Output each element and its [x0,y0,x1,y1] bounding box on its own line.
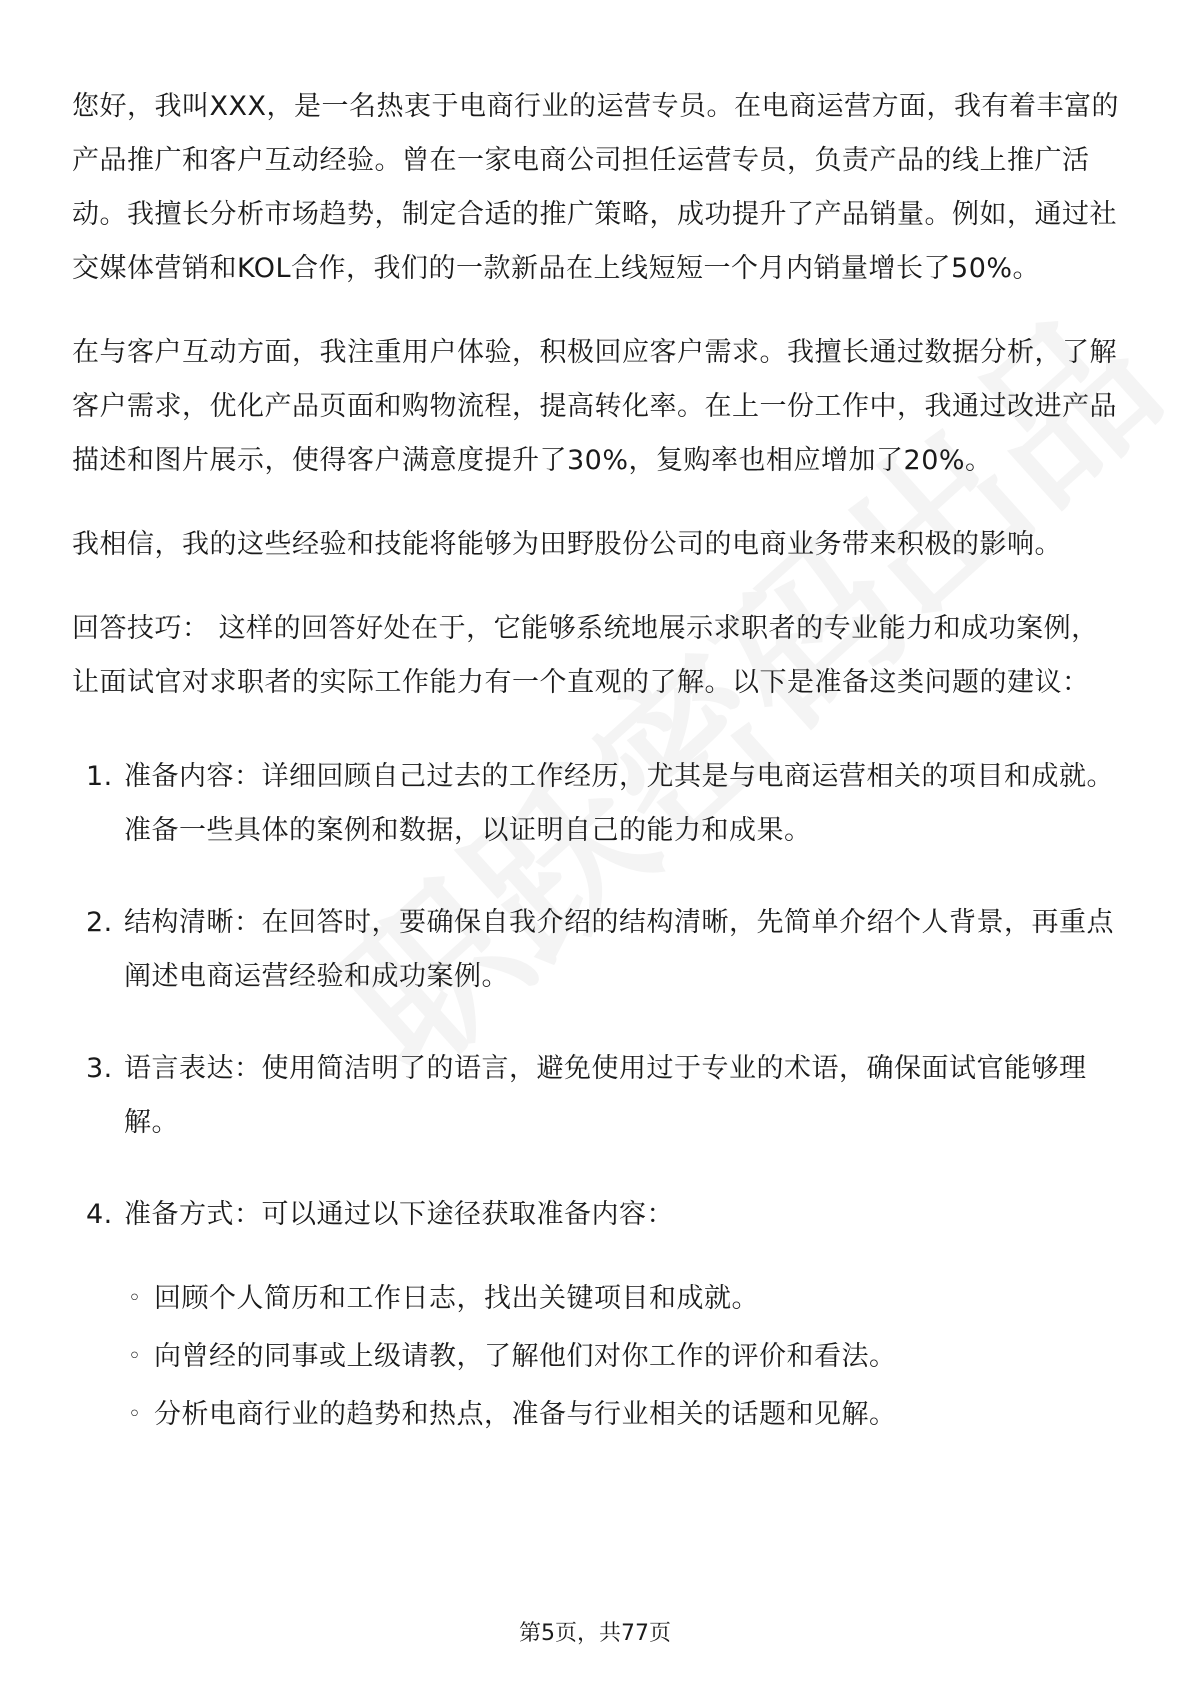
list-number: 3. [86,1053,113,1084]
sub-list-item-text: 分析电商行业的趋势和热点，准备与行业相关的话题和见解。 [154,1399,897,1430]
intro-paragraph-2: 在与客户互动方面，我注重用户体验，积极回应客户需求。我擅长通过数据分析，了解客户需求，优化产品页面和购物流程，提高转化率。在上一份工作中，我通过改进产品描述和图片展示，使得客户满意度提升了30%，复购率也相应增加了20%。 [72,337,1117,476]
intro-paragraph-1: 您好，我叫XXX，是一名热衷于电商行业的运营专员。在电商运营方面，我有着丰富的产品推广和客户互动经验。曾在一家电商公司担任运营专员，负责产品的线上推广活动。我擅长分析市场趋势，制定合适的推广策略，成功提升了产品销量。例如，通过社交媒体营销和KOL合作，我们的一款新品在上线短短一个月内销量增长了50%。 [72,91,1119,284]
sub-list-item [124,1386,1120,1444]
list-item-text: 语言表达：使用简洁明了的语言，避免使用过于专业的术语，确保面试官能够理解。 [124,1053,1087,1138]
list-item-text: 准备内容：详细回顾自己过去的工作经历，尤其是与电商运营相关的项目和成就。准备一些具体的案例和数据，以证明自己的能力和成果。 [124,761,1114,846]
list-item [72,1042,1120,1150]
page-footer: 第5页，共77页 [519,1621,671,1646]
sub-list-item [124,1328,1120,1386]
sub-list-item-text: 回顾个人简历和工作日志，找出关键项目和成就。 [154,1283,759,1314]
sub-list-item [124,1270,1120,1328]
hollow-bullet-icon: ◦ [128,1286,142,1311]
list-item-text: 结构清晰：在回答时，要确保自我介绍的结构清晰，先简单介绍个人背景，再重点阐述电商运营经验和成功案例。 [124,907,1114,992]
list-number: 1. [86,761,113,792]
list-item [72,896,1120,1004]
document-body [72,80,1120,1482]
sub-list-item-text: 向曾经的同事或上级请教，了解他们对你工作的评价和看法。 [154,1341,897,1372]
suggestion-list [72,750,1120,1444]
list-item-text: 准备方式：可以通过以下途径获取准备内容： [124,1199,674,1230]
hollow-bullet-icon: ◦ [128,1402,142,1427]
intro-paragraph-3: 我相信，我的这些经验和技能将能够为田野股份公司的电商业务带来积极的影响。 [72,529,1062,560]
list-item [72,1188,1120,1444]
list-number: 4. [86,1199,113,1230]
sub-list [124,1270,1120,1444]
hollow-bullet-icon: ◦ [128,1344,142,1369]
list-number: 2. [86,907,113,938]
list-item [72,750,1120,858]
answer-tips-paragraph: 回答技巧： 这样的回答好处在于，它能够系统地展示求职者的专业能力和成功案例，让面试官对求职者的实际工作能力有一个直观的了解。以下是准备这类问题的建议： [72,613,1099,698]
